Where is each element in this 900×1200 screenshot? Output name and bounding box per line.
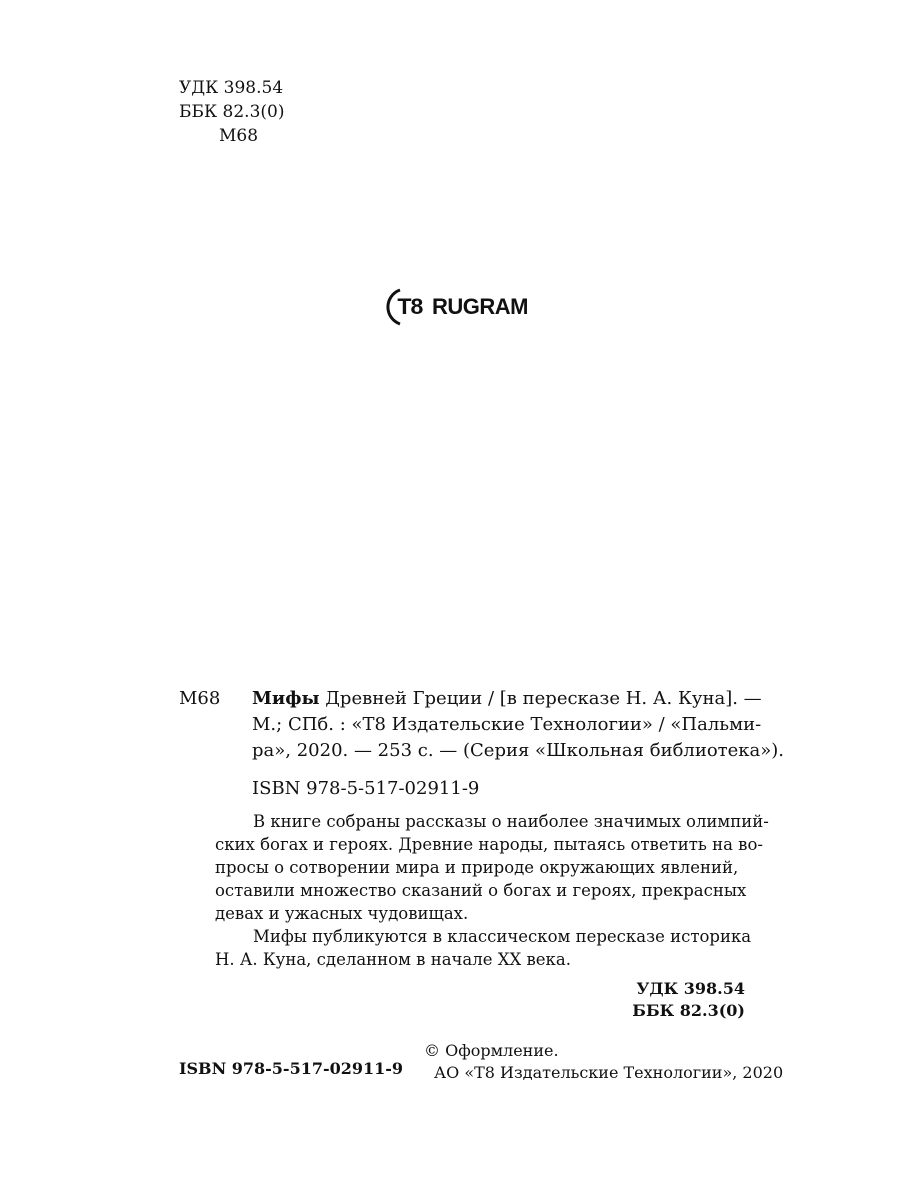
- entry-line-3: ра», 2020. — 253 с. — (Серия «Школьная библиотека»).: [252, 740, 785, 761]
- entry-line-2: М.; СПб. : «Т8 Издательские Технологии» / «Пальми-: [252, 714, 762, 735]
- annotation-line: просы о сотворении мира и природе окружающих явлений,: [215, 858, 739, 877]
- copyright-line-2: АО «Т8 Издательские Технологии», 2020: [434, 1063, 784, 1082]
- entry-author-mark: М68: [179, 688, 221, 709]
- udk-code-right: УДК 398.54: [636, 979, 745, 998]
- annotation-line: В книге собраны рассказы о наиболее значимых олимпий-: [253, 812, 769, 831]
- classification-block: [179, 76, 284, 148]
- entry-line-1: [252, 686, 762, 712]
- annotation-line: Н. А. Куна, сделанном в начале XX века.: [215, 950, 571, 969]
- copyright-line-1: © Оформление.: [424, 1041, 559, 1060]
- udk-code: УДК 398.54: [179, 78, 284, 98]
- annotation-line: девах и ужасных чудовищах.: [215, 904, 469, 923]
- bibliographic-entry: [179, 686, 785, 764]
- classification-codes-right: [632, 978, 745, 1022]
- annotation: [215, 810, 769, 971]
- bbk-code: ББК 82.3(0): [179, 102, 285, 122]
- t8-logo-icon: [386, 286, 430, 328]
- entry-title-rest: Древней Греции / [в пересказе Н. А. Куна]. —: [325, 688, 762, 709]
- copyright-notice: [424, 1040, 783, 1084]
- annotation-line: Мифы публикуются в классическом пересказе историка: [253, 927, 752, 946]
- logo-mark-text: T8: [397, 294, 423, 319]
- annotation-line: ских богах и героях. Древние народы, пытаясь ответить на во-: [215, 835, 763, 854]
- author-mark: М68: [219, 126, 259, 146]
- annotation-line: оставили множество сказаний о богах и героях, прекрасных: [215, 881, 747, 900]
- publisher-logo: [386, 286, 528, 328]
- footer-isbn: ISBN 978-5-517-02911-9: [179, 1059, 404, 1078]
- entry-isbn: ISBN 978-5-517-02911-9: [252, 778, 480, 799]
- entry-title-bold: Мифы: [252, 688, 320, 709]
- bbk-code-right: ББК 82.3(0): [632, 1001, 745, 1020]
- logo-brand-text: RUGRAM: [432, 294, 528, 319]
